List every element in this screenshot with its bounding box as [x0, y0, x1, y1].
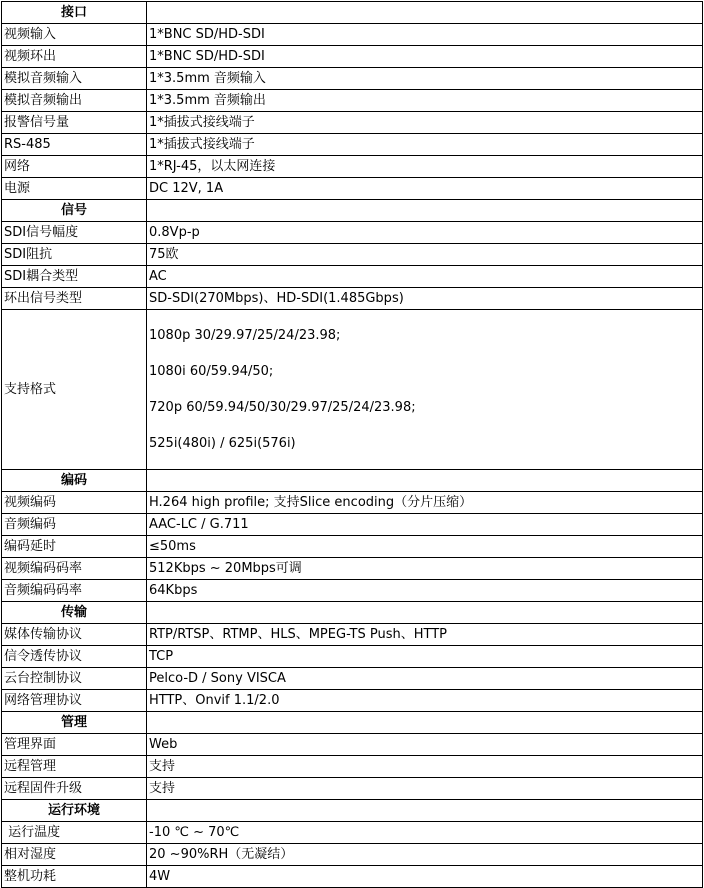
spec-value: 1*BNC SD/HD-SDI [147, 46, 703, 68]
spec-label: SDI信号幅度 [2, 222, 147, 244]
table-row [2, 778, 703, 800]
spec-label: 视频编码 [2, 492, 147, 514]
table-row [2, 624, 703, 646]
spec-label: 编码延时 [2, 536, 147, 558]
spec-value: DC 12V, 1A [147, 178, 703, 200]
spec-label: 管理界面 [2, 734, 147, 756]
section-header-signal [2, 200, 703, 222]
section-header-interface [2, 2, 703, 24]
section-title: 管理 [2, 712, 147, 734]
table-row [2, 844, 703, 866]
section-header-management [2, 712, 703, 734]
table-row [2, 266, 703, 288]
table-row [2, 646, 703, 668]
spec-value: Pelco-D / Sony VISCA [147, 668, 703, 690]
spec-value: 1*RJ-45，以太网连接 [147, 156, 703, 178]
table-row [2, 514, 703, 536]
spec-value: RTP/RTSP、RTMP、HLS、MPEG-TS Push、HTTP [147, 624, 703, 646]
spec-value: HTTP、Onvif 1.1/2.0 [147, 690, 703, 712]
spec-label: 音频编码 [2, 514, 147, 536]
spec-label: 环出信号类型 [2, 288, 147, 310]
spec-value: H.264 high profile; 支持Slice encoding（分片压缩） [147, 492, 703, 514]
spec-label: 云台控制协议 [2, 668, 147, 690]
table-row [2, 68, 703, 90]
spec-label: 模拟音频输入 [2, 68, 147, 90]
table-row [2, 244, 703, 266]
spec-value: 512Kbps ~ 20Mbps可调 [147, 558, 703, 580]
spec-label: 视频环出 [2, 46, 147, 68]
spec-value: 0.8Vp-p [147, 222, 703, 244]
table-row [2, 756, 703, 778]
section-title: 运行环境 [2, 800, 147, 822]
table-row [2, 46, 703, 68]
spec-label: 远程固件升级 [2, 778, 147, 800]
spec-label: 音频编码码率 [2, 580, 147, 602]
table-row [2, 222, 703, 244]
spec-value: -10 ℃ ~ 70℃ [147, 822, 703, 844]
spec-value: 1*插拔式接线端子 [147, 134, 703, 156]
table-row [2, 690, 703, 712]
format-line: 525i(480i) / 625i(576i) [149, 436, 296, 451]
table-row [2, 90, 703, 112]
spec-label: 报警信号量 [2, 112, 147, 134]
table-row-formats [2, 310, 703, 470]
section-title: 接口 [2, 2, 147, 24]
spec-table [1, 1, 703, 888]
table-row [2, 24, 703, 46]
spec-label: 网络 [2, 156, 147, 178]
spec-value: 1*插拔式接线端子 [147, 112, 703, 134]
table-row [2, 492, 703, 514]
spec-label: 媒体传输协议 [2, 624, 147, 646]
spec-value: 64Kbps [147, 580, 703, 602]
spec-label: 信令透传协议 [2, 646, 147, 668]
spec-value: 支持 [147, 756, 703, 778]
table-row [2, 288, 703, 310]
spec-value: 支持 [147, 778, 703, 800]
spec-label: 电源 [2, 178, 147, 200]
table-row [2, 112, 703, 134]
table-row [2, 822, 703, 844]
spec-value: SD-SDI(270Mbps)、HD-SDI(1.485Gbps) [147, 288, 703, 310]
spec-label: SDI耦合类型 [2, 266, 147, 288]
spec-value: 4W [147, 866, 703, 888]
format-line: 720p 60/59.94/50/30/29.97/25/24/23.98; [149, 400, 416, 415]
table-row [2, 156, 703, 178]
spec-label: 远程管理 [2, 756, 147, 778]
spec-value: 75欧 [147, 244, 703, 266]
section-header-transport [2, 602, 703, 624]
table-row [2, 536, 703, 558]
spec-label: 相对湿度 [2, 844, 147, 866]
spec-value: TCP [147, 646, 703, 668]
spec-value: 1*3.5mm 音频输出 [147, 90, 703, 112]
spec-label: 模拟音频输出 [2, 90, 147, 112]
table-row [2, 558, 703, 580]
section-header-encoding [2, 470, 703, 492]
spec-label: 运行温度 [2, 822, 147, 844]
spec-value: ≤50ms [147, 536, 703, 558]
spec-value: AC [147, 266, 703, 288]
spec-label: 支持格式 [2, 310, 147, 470]
table-row [2, 866, 703, 888]
table-row [2, 668, 703, 690]
section-title: 传输 [2, 602, 147, 624]
spec-value: AAC-LC / G.711 [147, 514, 703, 536]
spec-label: RS-485 [2, 134, 147, 156]
table-row [2, 178, 703, 200]
spec-label: SDI阻抗 [2, 244, 147, 266]
spec-label: 视频编码码率 [2, 558, 147, 580]
spec-value: 20 ~90%RH（无凝结） [147, 844, 703, 866]
format-line: 1080p 30/29.97/25/24/23.98; [149, 328, 341, 343]
section-title: 编码 [2, 470, 147, 492]
spec-label: 整机功耗 [2, 866, 147, 888]
spec-label: 视频输入 [2, 24, 147, 46]
section-header-environment [2, 800, 703, 822]
section-title: 信号 [2, 200, 147, 222]
spec-label: 网络管理协议 [2, 690, 147, 712]
supported-formats-list [147, 310, 703, 470]
table-row [2, 134, 703, 156]
spec-value: 1*3.5mm 音频输入 [147, 68, 703, 90]
table-row [2, 734, 703, 756]
spec-value: Web [147, 734, 703, 756]
table-row [2, 580, 703, 602]
spec-value: 1*BNC SD/HD-SDI [147, 24, 703, 46]
format-line: 1080i 60/59.94/50; [149, 364, 274, 379]
